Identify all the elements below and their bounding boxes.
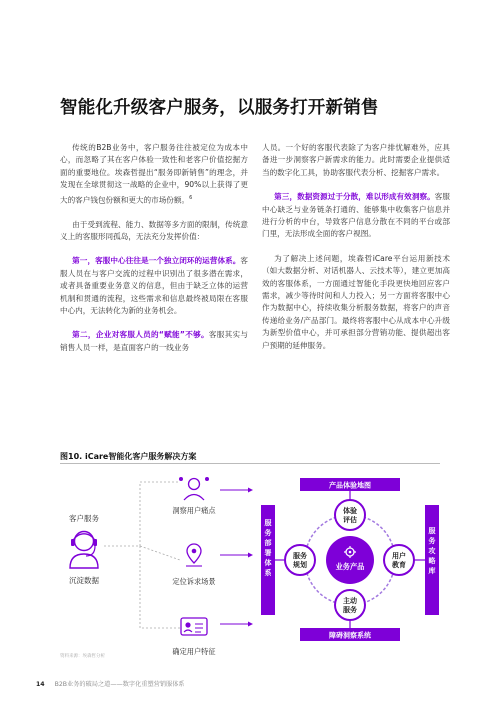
customer-service-label: 客户服务 [69,514,99,523]
figure-title: 图10. iCare智能化客户服务解决方案 [60,452,197,461]
node-label: 评估 [343,516,357,524]
step-label: 确定用户特征 [172,647,216,656]
center-label: 业务产品 [335,562,365,571]
page-footer [36,679,185,688]
location-pin-icon [186,544,202,566]
paragraph: 为了解决上述问题，埃森哲iCare平台运用新技术（如大数据分析、对话机器人、云技术等），建立更加高效的客服体系，一方面通过智能化手段更快地回应客户需求，减少等待时间和人力投入；另一方面将客服中心作为数据中心，持续收集分析服务数据，将客户的声音传递给业务/产品部门。最终将客服中心从成本中心升级为新型价值中心，并可承担部分营销功能、提供超出客户预期的延伸服务。 [262,253,450,350]
page-title: 智能化升级客户服务，以服务打开新销售 [60,98,379,118]
node-label: 规划 [293,561,307,569]
page-number: 14 [36,681,45,688]
paragraph: 传统的B2B业务中，客户服务往往被定位为成本中心，而忽略了其在客户体验一致性和老客户价值挖掘方面的重要地位。埃森哲提出“服务即新销售”的理念，并发现在全球贯彻这一战略的企业中，90%以上获得了更大的客户钱包份额和更大的市场份额。$^6$ [60,143,248,205]
headset-icon [70,532,98,569]
highlight-text: 第二，企业对客服人员的“赋能”不够。 [72,330,209,340]
node-label: 服务 [343,606,357,614]
step-label: 洞察用户痛点 [172,506,216,515]
user-network-icon [179,477,209,500]
node-circle [384,545,414,575]
paragraph: 人员。一个好的客服代表除了为客户排忧解难外，应具备进一步洞察客户新需求的能力。此时需要企业提供适当的数字化工具，协助客服代表分析、挖掘客户需求。 [262,143,450,177]
right-bar-label: 服务攻略库 [428,527,436,575]
node-circle [335,500,365,530]
paragraph: 由于受到流程、能力、数据等多方面的限制，传统意义上的客服形同孤岛，无法充分发挥价值： [60,219,248,241]
paragraph: 第一，客服中心往往是一个独立闭环的运营体系。客服人员在与客户交流的过程中识别出了很多潜在需求，或者具备重要业务意义的信息，但由于缺乏立体的运营机制和贯通的流程，这些需求和信息最终被局限在客服中心内，无法转化为新的业务机会。 [60,256,248,315]
footnote-marker: 6 [189,194,193,201]
node-label: 主动 [343,597,357,605]
center-node [326,536,374,584]
paragraph: 第二，企业对客服人员的“赋能”不够。客服其实与销售人员一样，是直面客户的一线业务 [60,330,249,352]
node-label: 教育 [392,561,406,569]
node-label: 体验 [343,507,357,515]
bottom-bar-label: 障碍洞察系统 [329,631,371,640]
highlight-text: 第一，客服中心往往是一个独立闭环的运营体系。 [72,256,241,266]
id-card-icon [181,618,207,635]
node-label: 服务 [293,552,307,560]
step-label: 定位诉求场景 [172,577,216,586]
flow-arrows [220,490,252,624]
paragraph: 第三，数据资源过于分散，难以形成有效洞察。客服中心缺乏与业务链条打通的、能够集中收集客户信息并进行分析的中台，导致客户信息分散在不同的平台或部门里，无法形成全面的客户视图。 [262,192,451,239]
node-label: 用户 [392,552,406,560]
top-bar-label: 产品体验地图 [329,481,371,490]
footer-text: B2B业务的破局之道——数字化重塑营销服体系 [54,681,185,688]
left-bar-label: 服务部署体系 [264,519,272,577]
node-circle [285,545,315,575]
data-precipitation-label: 沉淀数据 [69,576,99,585]
node-circle [335,590,365,620]
connector-lines [104,482,180,628]
figure-source: 资料来源：埃森哲分析 [60,654,105,659]
highlight-text: 第三，数据资源过于分散，难以形成有效洞察。 [274,192,435,202]
